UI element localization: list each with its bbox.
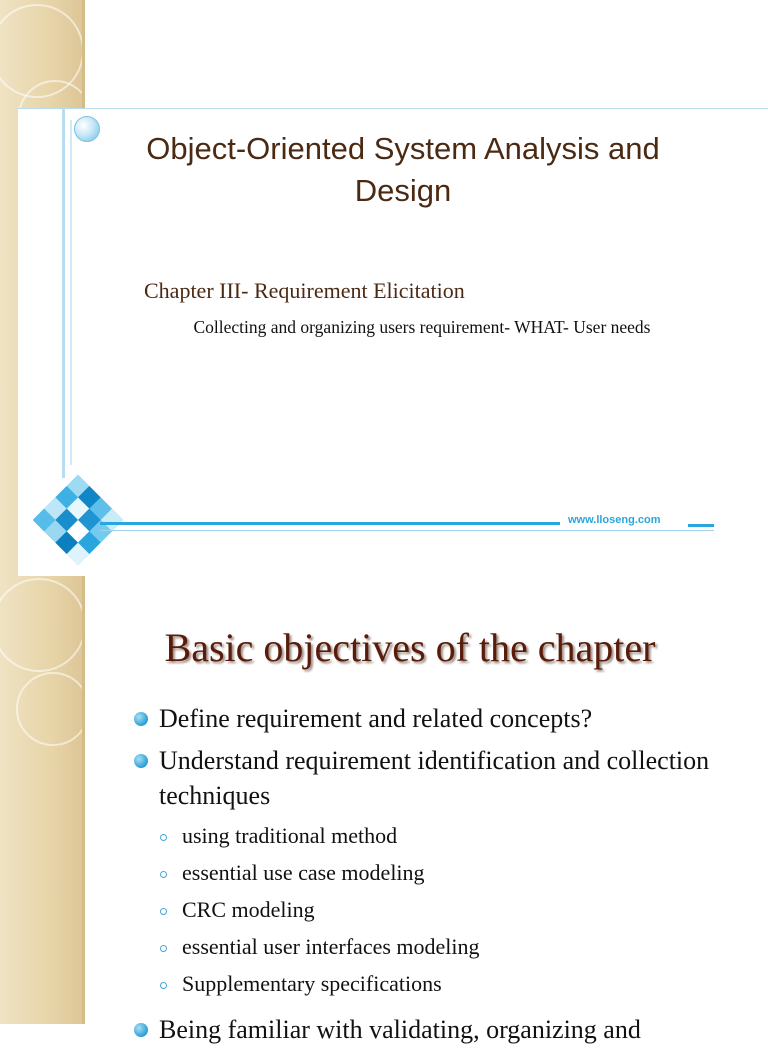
decorative-band bbox=[0, 576, 85, 1024]
sub-bullet-icon bbox=[160, 871, 167, 878]
sub-list-item-text: essential use case modeling bbox=[182, 860, 425, 885]
sub-bullet-icon bbox=[160, 982, 167, 989]
bullet-icon bbox=[134, 712, 148, 726]
sub-bullet-icon bbox=[160, 834, 167, 841]
chapter-title: Chapter III- Requirement Elicitation bbox=[144, 278, 465, 303]
decorative-ring bbox=[0, 578, 86, 672]
sub-list-item-text: essential user interfaces modeling bbox=[182, 934, 480, 959]
sub-list-item bbox=[134, 970, 734, 998]
chapter-subtitle: Collecting and organizing users requirement- WHAT- User needs bbox=[193, 317, 651, 337]
sub-list-item-text: Supplementary specifications bbox=[182, 971, 442, 996]
sub-list-item bbox=[134, 859, 734, 887]
bullet-icon bbox=[134, 1023, 148, 1037]
list-item bbox=[134, 1012, 734, 1047]
bullet-icon bbox=[134, 754, 148, 768]
list-item bbox=[134, 701, 734, 736]
horizontal-rule bbox=[100, 530, 714, 531]
slide-heading: Basic objectives of the chapter bbox=[164, 625, 656, 670]
website-url: www.lloseng.com bbox=[568, 514, 661, 526]
sub-list-item bbox=[134, 896, 734, 924]
list-item-text: Define requirement and related concepts? bbox=[159, 704, 593, 733]
sub-list-item-text: CRC modeling bbox=[182, 897, 315, 922]
slide-title: Object-Oriented System Analysis and Design bbox=[146, 131, 660, 208]
list-item-text: Understand requirement identification and collection techniques bbox=[159, 746, 710, 810]
vertical-rule bbox=[62, 108, 65, 478]
horizontal-rule bbox=[100, 522, 560, 525]
sub-bullet-icon bbox=[160, 908, 167, 915]
panel-border bbox=[18, 108, 768, 109]
sub-list-item bbox=[134, 822, 734, 850]
sub-list-item-text: using traditional method bbox=[182, 823, 398, 848]
list-item bbox=[134, 743, 734, 813]
objectives-slide bbox=[0, 576, 768, 1044]
vertical-rule bbox=[70, 120, 72, 465]
sub-bullet-icon bbox=[160, 945, 167, 952]
list-item-text: Being familiar with validating, organizing and bbox=[159, 1015, 641, 1044]
sub-list-item bbox=[134, 933, 734, 961]
mosaic-ornament bbox=[28, 470, 128, 570]
objectives-list bbox=[134, 701, 734, 1054]
bubble-ornament bbox=[74, 116, 100, 142]
horizontal-rule bbox=[688, 524, 714, 527]
decorative-ring bbox=[16, 672, 90, 746]
